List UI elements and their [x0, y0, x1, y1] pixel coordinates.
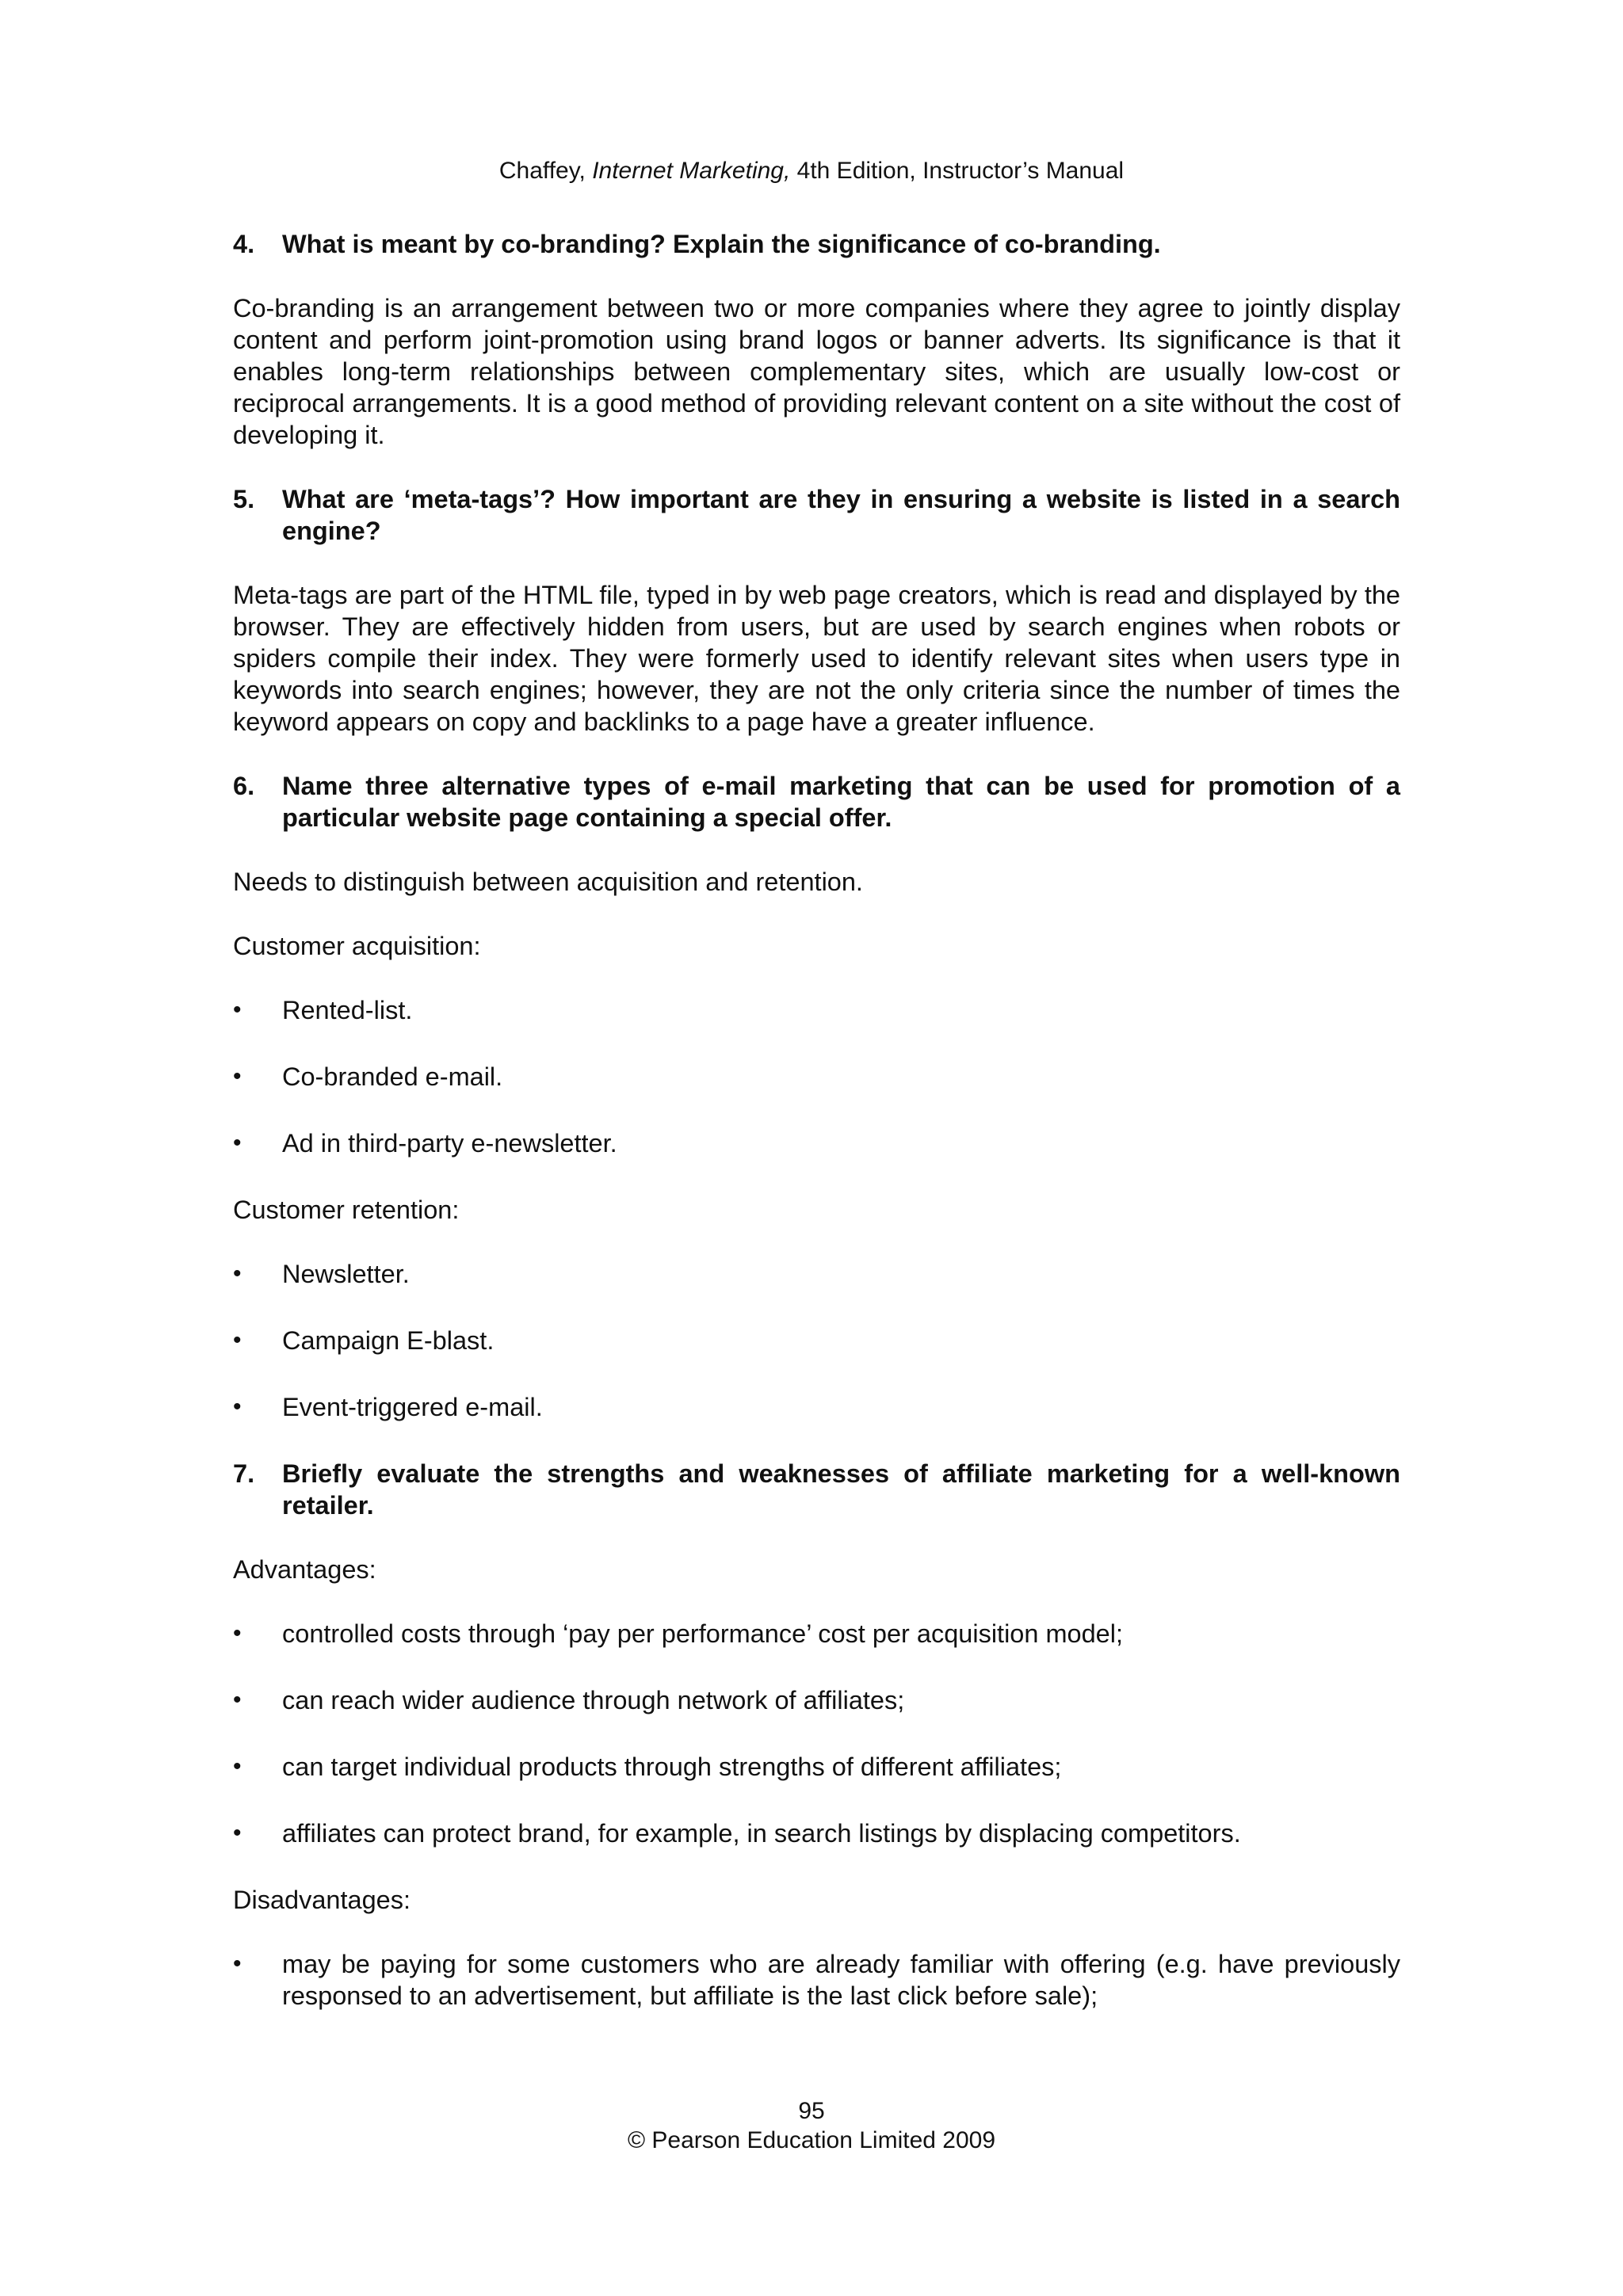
bullet-glyph: •: [233, 1063, 242, 1089]
question-number: 4.: [233, 230, 255, 258]
list-item: [233, 1684, 1400, 1716]
list-item-text: Campaign E-blast.: [282, 1326, 495, 1355]
bullet-glyph: •: [233, 1327, 242, 1353]
question-4: [233, 228, 1400, 260]
list-item: [233, 1618, 1400, 1650]
page-number: 95: [798, 2098, 825, 2124]
header-author: Chaffey,: [498, 158, 593, 184]
list-item: [233, 1817, 1400, 1849]
list-item: [233, 1751, 1400, 1783]
list-item: [233, 1127, 1400, 1159]
question-6: [233, 770, 1400, 833]
header-book-title: Internet Marketing,: [592, 158, 791, 184]
copyright-line: © Pearson Education Limited 2009: [627, 2127, 996, 2153]
bullet-glyph: •: [233, 997, 242, 1023]
bullet-glyph: •: [233, 1820, 242, 1846]
advantages-label: Advantages:: [233, 1555, 376, 1584]
question-text: What are ‘meta-tags’? How important are they in ensuring a website is listed in a search engine?: [282, 485, 1400, 545]
header-edition: 4th Edition, Instructor’s Manual: [790, 158, 1125, 184]
list-item-text: Event-triggered e-mail.: [282, 1393, 543, 1421]
list-item: [233, 1258, 1400, 1290]
page-body: [233, 228, 1400, 2046]
list-item-text: Ad in third-party e-newsletter.: [282, 1129, 617, 1158]
question-7: [233, 1458, 1400, 1521]
question-text: Name three alternative types of e-mail marketing that can be used for promotion of a particular website page containing a special offer.: [282, 772, 1400, 832]
question-number: 6.: [233, 772, 255, 800]
question-number: 5.: [233, 485, 255, 513]
list-item: [233, 1061, 1400, 1093]
list-item-text: can reach wider audience through network of affiliates;: [282, 1686, 905, 1714]
question-number: 7.: [233, 1459, 255, 1488]
bullet-glyph: •: [233, 1394, 242, 1420]
question-text: What is meant by co-branding? Explain the significance of co-branding.: [282, 230, 1161, 258]
list-item-text: Rented-list.: [282, 996, 413, 1024]
list-item-text: may be paying for some customers who are already familiar with offering (e.g. have previously responsed to an advertisement, but affiliate is the last click before sale);: [282, 1950, 1400, 2010]
list-item: [233, 1391, 1400, 1423]
bullet-glyph: •: [233, 1261, 242, 1287]
acquisition-label: Customer acquisition:: [233, 932, 481, 960]
answer-paragraph: Co-branding is an arrangement between two or more companies where they agree to jointly display content and perform joint-promotion using brand logos or banner adverts. Its significance is that it enables long-term relationships between complementary sites, which are usually low-cost or reciprocal arrangements. It is a good method of providing relevant content on a site without the cost of developing it.: [233, 294, 1400, 449]
bullet-glyph: •: [233, 1951, 242, 1977]
list-item-text: controlled costs through ‘pay per performance’ cost per acquisition model;: [282, 1619, 1124, 1648]
list-item-text: Newsletter.: [282, 1260, 410, 1288]
answer-paragraph: Meta-tags are part of the HTML file, typed in by web page creators, which is read and displayed by the browser. They are effectively hidden from users, but are used by search engines when robots or spiders compile their index. They were formerly used to identify relevant sites when users type in keywords into search engines; however, they are not the only criteria since the number of times the keyword appears on copy and backlinks to a page have a greater influence.: [233, 581, 1400, 736]
bullet-glyph: •: [233, 1753, 242, 1779]
list-item-text: Co-branded e-mail.: [282, 1062, 503, 1091]
disadvantages-label: Disadvantages:: [233, 1886, 411, 1914]
bullet-glyph: •: [233, 1620, 242, 1646]
bullet-glyph: •: [233, 1687, 242, 1713]
list-item: [233, 994, 1400, 1026]
list-item-text: can target individual products through strengths of different affiliates;: [282, 1753, 1062, 1781]
answer-intro: Needs to distinguish between acquisition and retention.: [233, 868, 863, 896]
list-item: [233, 1325, 1400, 1356]
question-text: Briefly evaluate the strengths and weaknesses of affiliate marketing for a well-known retailer.: [282, 1459, 1400, 1520]
running-header: [0, 155, 1623, 187]
list-item: [233, 1948, 1400, 2012]
retention-label: Customer retention:: [233, 1196, 460, 1224]
question-5: [233, 483, 1400, 547]
list-item-text: affiliates can protect brand, for example, in search listings by displacing competitors.: [282, 1819, 1241, 1848]
bullet-glyph: •: [233, 1130, 242, 1156]
